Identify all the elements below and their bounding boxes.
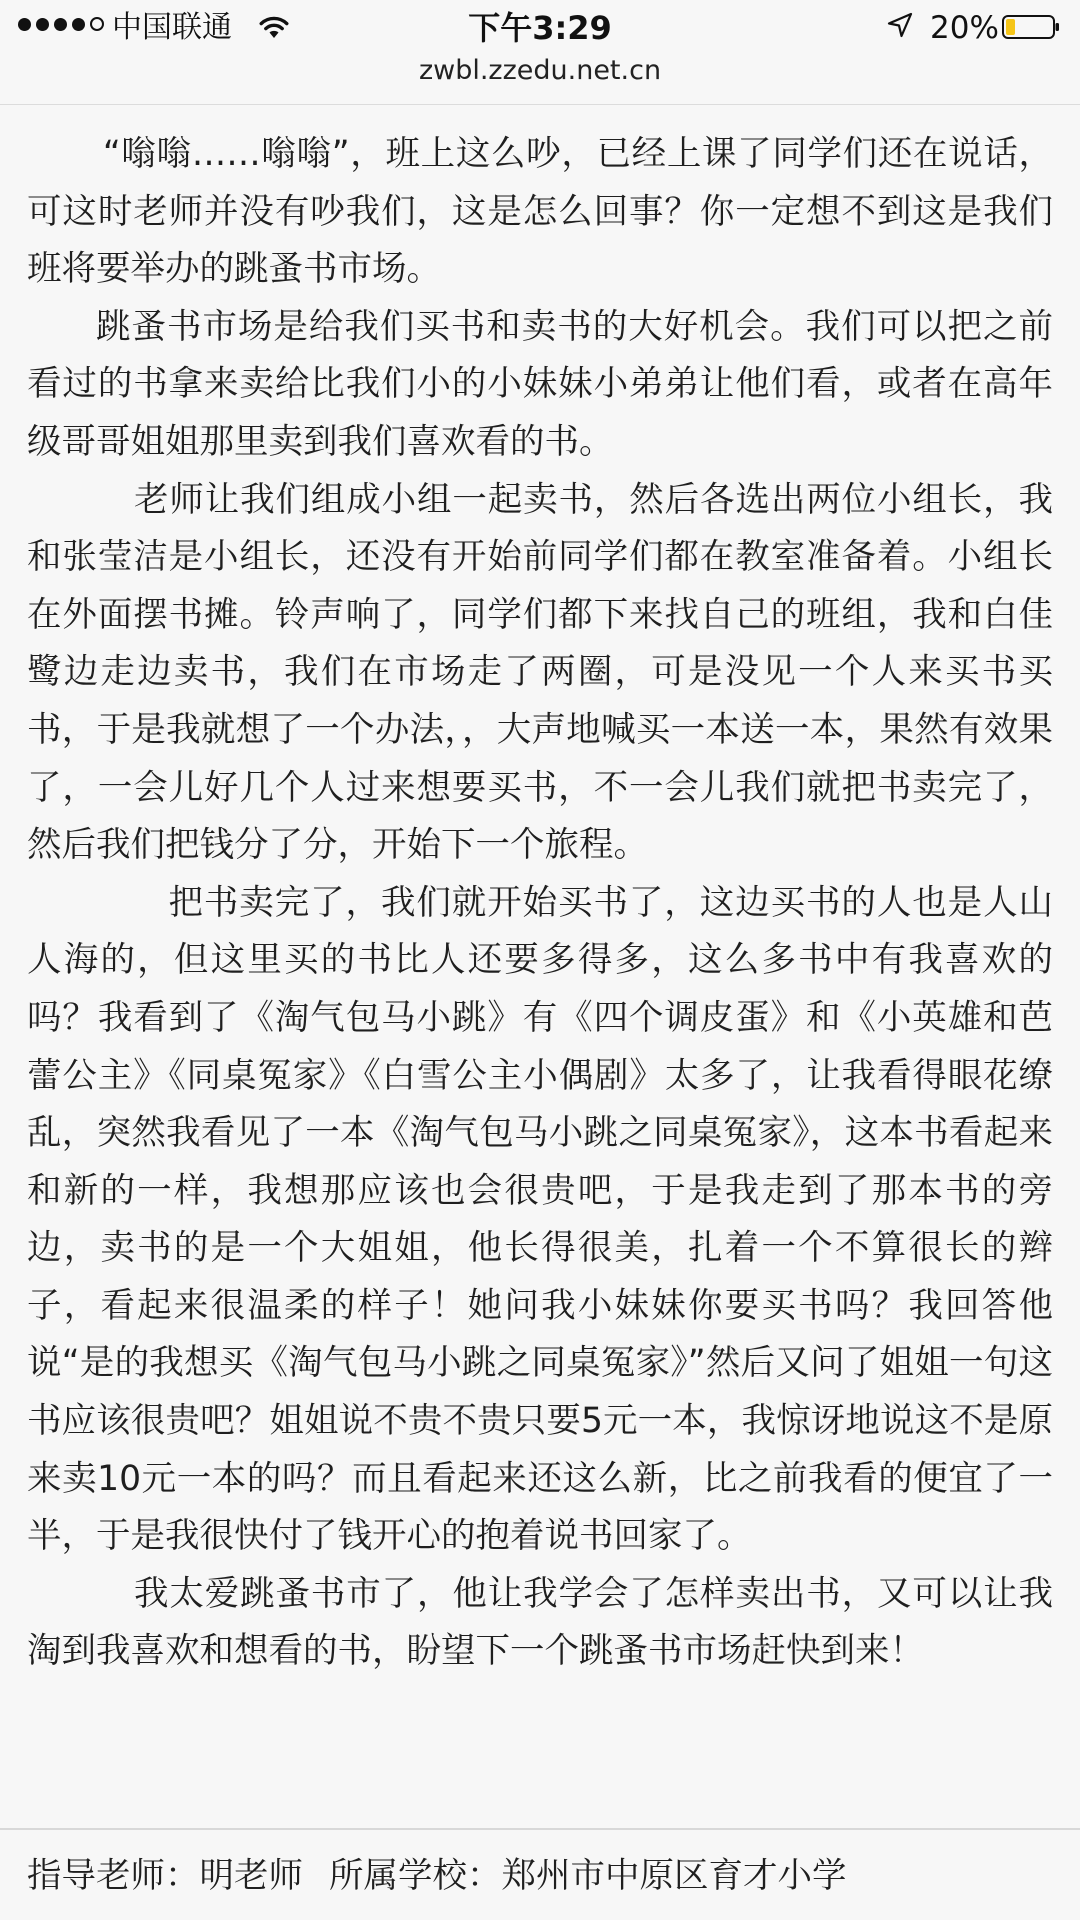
article-body: [27, 126, 1053, 1681]
location-arrow-icon: [886, 11, 914, 39]
instructor-label: 指导老师：明老师: [27, 1856, 303, 1896]
status-time: 下午3:29: [468, 9, 612, 47]
footer-divider: [0, 1828, 1080, 1830]
article-paragraph: 把书卖完了，我们就开始买书了，这边买书的人也是人山人海的，但这里买的书比人还要多得多，这么多书中有我喜欢的吗？我看到了《淘气包马小跳》有《四个调皮蛋》和《小英雄和芭蕾公主》《同桌冤家》《白雪公主小偶剧》太多了，让我看得眼花缭乱，突然我看见了一本《淘气包马小跳之同桌冤家》，这本书看起来和新的一样，我想那应该也会很贵吧，于是我走到了那本书的旁边，卖书的是一个大姐姐，他长得很美，扎着一个不算很长的辫子，看起来很温柔的样子！她问我小妹妹你要买书吗？我回答他说“是的我想买《淘气包马小跳之同桌冤家》”然后又问了姐姐一句这书应该很贵吧？姐姐说不贵不贵只要5元一本，我惊讶地说这不是原来卖10元一本的吗？而且看起来还这么新，比之前我看的便宜了一半，于是我很快付了钱开心的抱着说书回家了。: [27, 882, 1053, 1557]
article-paragraph: 老师让我们组成小组一起卖书，然后各选出两位小组长，我和张莹洁是小组长，还没有开始前同学们都在教室准备着。小组长在外面摆书摊。铃声响了，同学们都下来找自己的班组，我和白佳鹭边走边卖书，我们在市场走了两圈，可是没见一个人来买书买书，于是我就想了一个办法，，大声地喊买一本送一本，果然有效果了，一会儿好几个人过来想要买书，不一会儿我们就把书卖完了，然后我们把钱分了分，开始下一个旅程。: [27, 479, 1053, 866]
page-url[interactable]: zwbl.zzedu.net.cn: [418, 55, 662, 86]
carrier-name: 中国联通: [112, 10, 232, 45]
article-paragraph: 跳蚤书市场是给我们买书和卖书的大好机会。我们可以把之前看过的书拿来卖给比我们小的小妹妹小弟弟让他们看，或者在高年级哥哥姐姐那里卖到我们喜欢看的书。: [27, 306, 1053, 462]
battery-percent: 20%: [930, 10, 999, 46]
article-paragraph: 我太爱跳蚤书市了，他让我学会了怎样卖出书，又可以让我淘到我喜欢和想看的书，盼望下一个跳蚤书市场赶快到来！: [27, 1573, 1053, 1672]
article-footer: [27, 1852, 847, 1900]
article-paragraph: “嗡嗡……嗡嗡”，班上这么吵，已经上课了同学们还在说话，可这时老师并没有吵我们，这是怎么回事？你一定想不到这是我们班将要举办的跳蚤书市场。: [27, 134, 1053, 290]
battery-icon: [1002, 15, 1060, 39]
school-label: 所属学校：郑州市中原区育才小学: [329, 1856, 847, 1896]
status-bar: [0, 0, 1080, 105]
